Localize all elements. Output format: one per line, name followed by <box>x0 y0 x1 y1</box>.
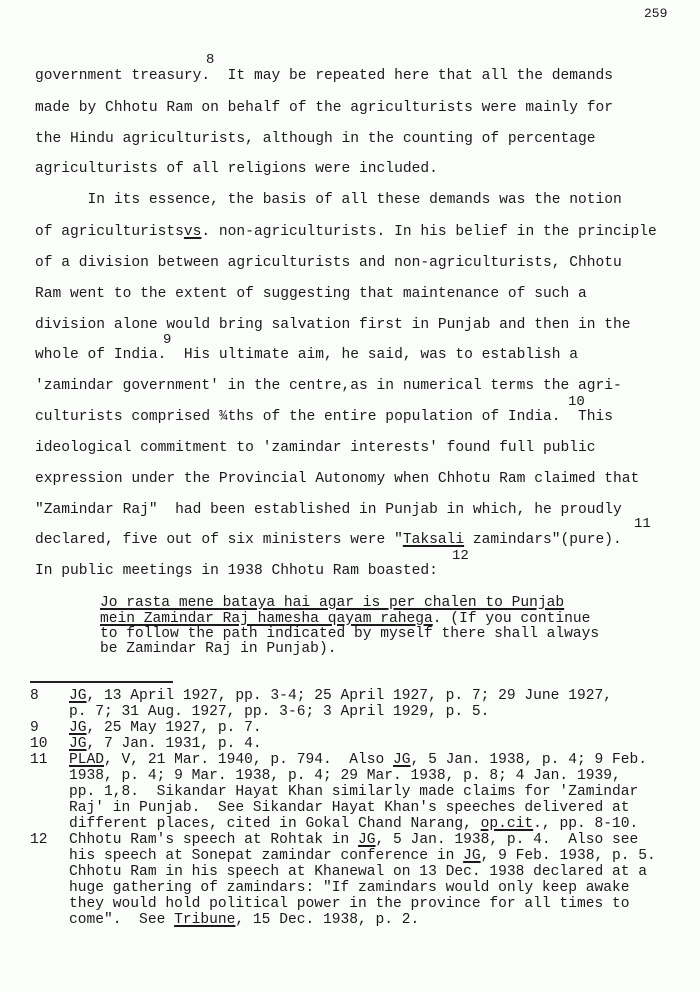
underlined-term: Taksali <box>402 532 465 548</box>
body-line <box>35 224 657 240</box>
body-line: 'zamindar government' in the centre,as in numerical terms the agri- <box>35 378 622 394</box>
body-line: ideological commitment to 'zamindar interests' found full public <box>35 440 596 456</box>
body-line: In its essence, the basis of all these demands was the notion <box>35 192 622 208</box>
footnote-line: pp. 1,8. Sikandar Hayat Khan similarly made claims for 'Zamindar <box>69 784 639 800</box>
text: . (If you continue <box>432 611 591 627</box>
body-line: agriculturists of all religions were included. <box>35 161 438 177</box>
body-line: expression under the Provincial Autonomy when Chhotu Ram claimed that <box>35 471 640 487</box>
footnote-number: 12 <box>30 832 48 848</box>
source-abbrev: JG <box>393 752 411 768</box>
body-line: of a division between agriculturists and non-agriculturists, Chhotu <box>35 255 622 271</box>
body-line: In public meetings in 1938 Chhotu Ram boasted: <box>35 563 438 579</box>
text: declared, five out of six ministers were " <box>35 532 403 548</box>
underlined-term: vs <box>183 224 202 240</box>
text: , 5 Jan. 1938, p. 4. Also see <box>375 832 639 848</box>
footnote-line: 1938, p. 4; 9 Mar. 1938, p. 4; 29 Mar. 1938, p. 8; 4 Jan. 1939, <box>69 768 621 784</box>
footnote-line <box>69 912 419 928</box>
latin-abbrev: op.cit <box>480 816 534 832</box>
footnote-number: 9 <box>30 720 39 736</box>
underlined-hindustani-text: mein Zamindar Raj hamesha qayam rahega <box>100 611 433 627</box>
footnote-line: they would hold political power in the province for all times to <box>69 896 630 912</box>
text: , 25 May 1927, p. 7. <box>86 720 262 736</box>
footnote-line <box>69 688 612 704</box>
quote-line <box>100 595 564 611</box>
text: his speech at Sonepat zamindar conference in <box>69 848 464 864</box>
body-line: government treasury. It may be repeated here that all the demands <box>35 68 614 84</box>
footnote-number: 10 <box>30 736 48 752</box>
source-abbrev: JG <box>358 832 376 848</box>
footnote-line <box>69 848 656 864</box>
body-line: culturists comprised ¾ths of the entire population of India. This <box>35 409 614 425</box>
text: Chhotu Ram's speech at Rohtak in <box>69 832 359 848</box>
footnote-number: 11 <box>30 752 48 768</box>
quote-line: to follow the path indicated by myself there shall always <box>100 626 600 642</box>
body-line <box>35 532 622 548</box>
quote-line <box>100 611 590 627</box>
text: , 7 Jan. 1931, p. 4. <box>86 736 262 752</box>
source-abbrev: JG <box>69 688 87 704</box>
footnote-separator <box>30 681 173 683</box>
text: , 13 April 1927, pp. 3-4; 25 April 1927, p. 7; 29 June 1927, <box>86 688 612 704</box>
source-abbrev: PLAD <box>69 752 105 768</box>
footnote-line <box>69 832 638 848</box>
footnote-number: 8 <box>30 688 39 704</box>
text: , V, 21 Mar. 1940, p. 794. Also <box>104 752 394 768</box>
footnote-line: Raj' in Punjab. See Sikandar Hayat Khan's speeches delivered at <box>69 800 630 816</box>
body-line: the Hindu agriculturists, although in the counting of percentage <box>35 131 596 147</box>
footnote-ref-10[interactable]: 10 <box>568 394 585 410</box>
text: , 5 Jan. 1938, p. 4; 9 Feb. <box>410 752 648 768</box>
footnote-line <box>69 720 262 736</box>
footnote-line <box>69 736 262 752</box>
body-line: Ram went to the extent of suggesting that maintenance of such a <box>35 286 587 302</box>
text: zamindars"(pure). <box>464 532 622 548</box>
footnote-line: Chhotu Ram in his speech at Khanewal on 13 Dec. 1938 declared at a <box>69 864 648 880</box>
footnote-ref-9[interactable]: 9 <box>163 332 172 348</box>
footnote-line: p. 7; 31 Aug. 1927, pp. 3-6; 3 April 1929, p. 5. <box>69 704 490 720</box>
body-line: "Zamindar Raj" had been established in Punjab in which, he proudly <box>35 502 622 518</box>
body-line: whole of India. His ultimate aim, he said, was to establish a <box>35 347 578 363</box>
newspaper-title: Tribune <box>174 912 236 928</box>
footnote-line <box>69 816 638 832</box>
underlined-hindustani-text: Jo rasta mene bataya hai agar is per chalen to Punjab <box>100 595 565 611</box>
page-number: 259 <box>644 6 668 21</box>
footnote-ref-11[interactable]: 11 <box>634 516 651 532</box>
quote-line: be Zamindar Raj in Punjab). <box>100 641 337 657</box>
source-abbrev: JG <box>69 720 87 736</box>
source-abbrev: JG <box>69 736 87 752</box>
text: . non-agriculturists. In his belief in the principle <box>201 224 657 240</box>
footnote-line: huge gathering of zamindars: "If zamindars would only keep awake <box>69 880 630 896</box>
footnote-ref-12[interactable]: 12 <box>452 548 469 564</box>
text: , 15 Dec. 1938, p. 2. <box>235 912 420 928</box>
body-line: division alone would bring salvation first in Punjab and then in the <box>35 317 631 333</box>
footnote-ref-8[interactable]: 8 <box>206 52 215 68</box>
source-abbrev: JG <box>463 848 481 864</box>
text: ., pp. 8-10. <box>533 816 639 832</box>
footnote-line <box>69 752 647 768</box>
text: of agriculturists <box>35 224 184 240</box>
body-line: made by Chhotu Ram on behalf of the agriculturists were mainly for <box>35 100 614 116</box>
text: come". See <box>69 912 175 928</box>
text: different places, cited in Gokal Chand Narang, <box>69 816 481 832</box>
text: , 9 Feb. 1938, p. 5. <box>480 848 656 864</box>
